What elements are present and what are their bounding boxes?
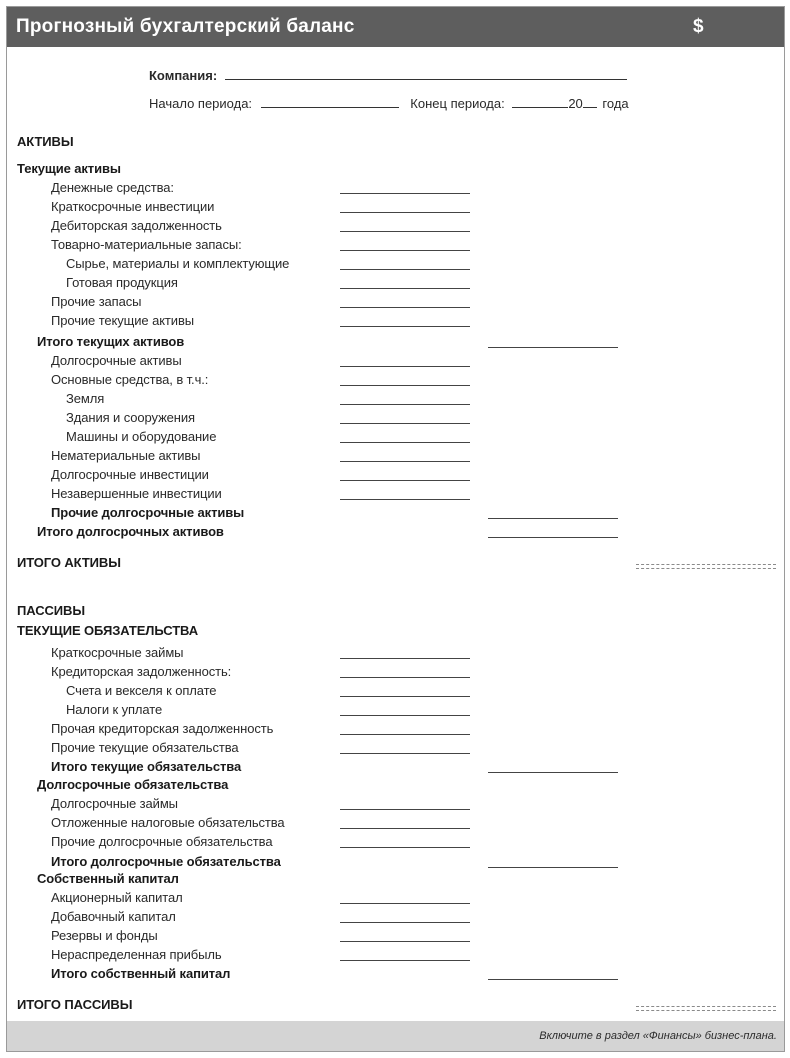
- amount-input-line[interactable]: [340, 288, 470, 289]
- table-row: [7, 332, 784, 351]
- row-label: Резервы и фонды: [51, 928, 158, 943]
- amount-input-line[interactable]: [340, 404, 470, 405]
- table-row: [7, 964, 784, 983]
- table-row: [7, 738, 784, 757]
- table-row: [7, 662, 784, 681]
- row-label: Итого долгосрочных активов: [37, 524, 224, 539]
- year-suffix: года: [602, 96, 629, 111]
- row-label: Долгосрочные инвестиции: [51, 467, 209, 482]
- total-double-line[interactable]: [636, 1006, 776, 1011]
- period-end-input-line[interactable]: [512, 95, 568, 108]
- table-row: [7, 926, 784, 945]
- table-row: [7, 427, 784, 446]
- amount-input-line[interactable]: [340, 960, 470, 961]
- period-field-row: [149, 95, 629, 111]
- footer-note: Включите в раздел «Финансы» бизнес-плана.: [539, 1030, 777, 1042]
- table-row: [7, 643, 784, 662]
- amount-input-line[interactable]: [340, 941, 470, 942]
- row-label: Нематериальные активы: [51, 448, 201, 463]
- amount-input-line[interactable]: [340, 269, 470, 270]
- table-row: [7, 446, 784, 465]
- table-row: [7, 832, 784, 851]
- table-row: [7, 553, 784, 572]
- row-label: Незавершенные инвестиции: [51, 486, 222, 501]
- page-title: Прогнозный бухгалтерский баланс: [16, 16, 355, 37]
- row-label: Прочие текущие активы: [51, 313, 194, 328]
- table-row: [7, 681, 784, 700]
- table-row: [7, 945, 784, 964]
- amount-input-line[interactable]: [340, 480, 470, 481]
- row-label: Собственный капитал: [37, 871, 179, 886]
- subtotal-input-line[interactable]: [488, 772, 618, 773]
- subtotal-input-line[interactable]: [488, 518, 618, 519]
- table-row: [7, 869, 784, 888]
- table-row: [7, 197, 784, 216]
- amount-input-line[interactable]: [340, 696, 470, 697]
- row-label: Прочие долгосрочные активы: [51, 505, 245, 520]
- table-row: [7, 235, 784, 254]
- row-label: Краткосрочные инвестиции: [51, 199, 215, 214]
- table-row: [7, 465, 784, 484]
- subtotal-input-line[interactable]: [488, 347, 618, 348]
- table-row: [7, 389, 784, 408]
- amount-input-line[interactable]: [340, 461, 470, 462]
- amount-input-line[interactable]: [340, 922, 470, 923]
- table-row: [7, 907, 784, 926]
- table-row: [7, 132, 784, 151]
- row-label: АКТИВЫ: [17, 134, 74, 149]
- table-row: [7, 522, 784, 541]
- subtotal-input-line[interactable]: [488, 867, 618, 868]
- row-label: ПАССИВЫ: [17, 603, 85, 618]
- table-row: [7, 216, 784, 235]
- table-row: [7, 484, 784, 503]
- row-label: Земля: [66, 391, 105, 406]
- amount-input-line[interactable]: [340, 442, 470, 443]
- row-label: ТЕКУЩИЕ ОБЯЗАТЕЛЬСТВА: [17, 623, 198, 638]
- period-start-label: Начало периода:: [149, 96, 253, 111]
- table-row: [7, 995, 784, 1014]
- row-label: Налоги к уплате: [66, 702, 163, 717]
- table-row: [7, 292, 784, 311]
- amount-input-line[interactable]: [340, 734, 470, 735]
- amount-input-line[interactable]: [340, 326, 470, 327]
- balance-sheet-form: [6, 6, 785, 1052]
- amount-input-line[interactable]: [340, 677, 470, 678]
- row-label: Краткосрочные займы: [51, 645, 184, 660]
- row-label: Денежные средства:: [51, 180, 174, 195]
- period-start-input-line[interactable]: [261, 95, 399, 108]
- table-row: [7, 813, 784, 832]
- table-row: [7, 408, 784, 427]
- row-label: Нераспределенная прибыль: [51, 947, 222, 962]
- row-label: Готовая продукция: [66, 275, 178, 290]
- table-row: [7, 159, 784, 178]
- amount-input-line[interactable]: [340, 366, 470, 367]
- table-row: [7, 311, 784, 330]
- row-label: Кредиторская задолженность:: [51, 664, 232, 679]
- table-row: [7, 273, 784, 292]
- amount-input-line[interactable]: [340, 193, 470, 194]
- row-label: Прочая кредиторская задолженность: [51, 721, 274, 736]
- table-row: [7, 370, 784, 389]
- row-label: Добавочный капитал: [51, 909, 176, 924]
- row-label: Машины и оборудование: [66, 429, 217, 444]
- amount-input-line[interactable]: [340, 250, 470, 251]
- table-row: [7, 601, 784, 620]
- amount-input-line[interactable]: [340, 828, 470, 829]
- row-label: Основные средства, в т.ч.:: [51, 372, 209, 387]
- amount-input-line[interactable]: [340, 307, 470, 308]
- row-label: ИТОГО АКТИВЫ: [17, 555, 121, 570]
- table-row: [7, 351, 784, 370]
- row-label: Долгосрочные активы: [51, 353, 182, 368]
- row-label: Товарно-материальные запасы:: [51, 237, 242, 252]
- row-label: Счета и векселя к оплате: [66, 683, 217, 698]
- row-label: Прочие долгосрочные обязательства: [51, 834, 273, 849]
- amount-input-line[interactable]: [340, 423, 470, 424]
- amount-input-line[interactable]: [340, 231, 470, 232]
- row-label: Итого долгосрочные обязательства: [51, 854, 281, 869]
- table-row: [7, 719, 784, 738]
- amount-input-line[interactable]: [340, 753, 470, 754]
- row-label: Долгосрочные обязательства: [37, 777, 229, 792]
- subtotal-input-line[interactable]: [488, 537, 618, 538]
- row-label: Итого собственный капитал: [51, 966, 231, 981]
- row-label: ИТОГО ПАССИВЫ: [17, 997, 133, 1012]
- year-prefix: 20: [568, 96, 583, 111]
- total-double-line[interactable]: [636, 564, 776, 569]
- row-label: Итого текущих активов: [37, 334, 185, 349]
- table-row: [7, 700, 784, 719]
- row-label: Прочие текущие обязательства: [51, 740, 239, 755]
- row-label: Акционерный капитал: [51, 890, 183, 905]
- row-label: Дебиторская задолженность: [51, 218, 222, 233]
- table-row: [7, 503, 784, 522]
- table-row: [7, 178, 784, 197]
- subtotal-input-line[interactable]: [488, 979, 618, 980]
- amount-input-line[interactable]: [340, 385, 470, 386]
- amount-input-line[interactable]: [340, 212, 470, 213]
- amount-input-line[interactable]: [340, 809, 470, 810]
- table-row: [7, 775, 784, 794]
- row-label: Итого текущие обязательства: [51, 759, 242, 774]
- header-bar: [7, 7, 784, 47]
- row-label: Сырье, материалы и комплектующие: [66, 256, 290, 271]
- row-label: Текущие активы: [17, 161, 121, 176]
- amount-input-line[interactable]: [340, 715, 470, 716]
- row-label: Прочие запасы: [51, 294, 142, 309]
- year-input-line[interactable]: [583, 95, 597, 108]
- company-label: Компания:: [149, 68, 218, 83]
- amount-input-line[interactable]: [340, 658, 470, 659]
- row-label: Долгосрочные займы: [51, 796, 178, 811]
- row-label: Отложенные налоговые обязательства: [51, 815, 285, 830]
- table-row: [7, 794, 784, 813]
- company-input-line[interactable]: [225, 67, 627, 80]
- amount-input-line[interactable]: [340, 847, 470, 848]
- amount-input-line[interactable]: [340, 499, 470, 500]
- row-label: Здания и сооружения: [66, 410, 195, 425]
- period-end-label: Конец периода:: [410, 96, 505, 111]
- table-row: [7, 757, 784, 776]
- footer-bar: [7, 1021, 784, 1051]
- table-row: [7, 888, 784, 907]
- amount-input-line[interactable]: [340, 903, 470, 904]
- company-field-row: [149, 67, 627, 83]
- dollar-icon: $: [693, 16, 704, 37]
- table-row: [7, 254, 784, 273]
- table-row: [7, 621, 784, 640]
